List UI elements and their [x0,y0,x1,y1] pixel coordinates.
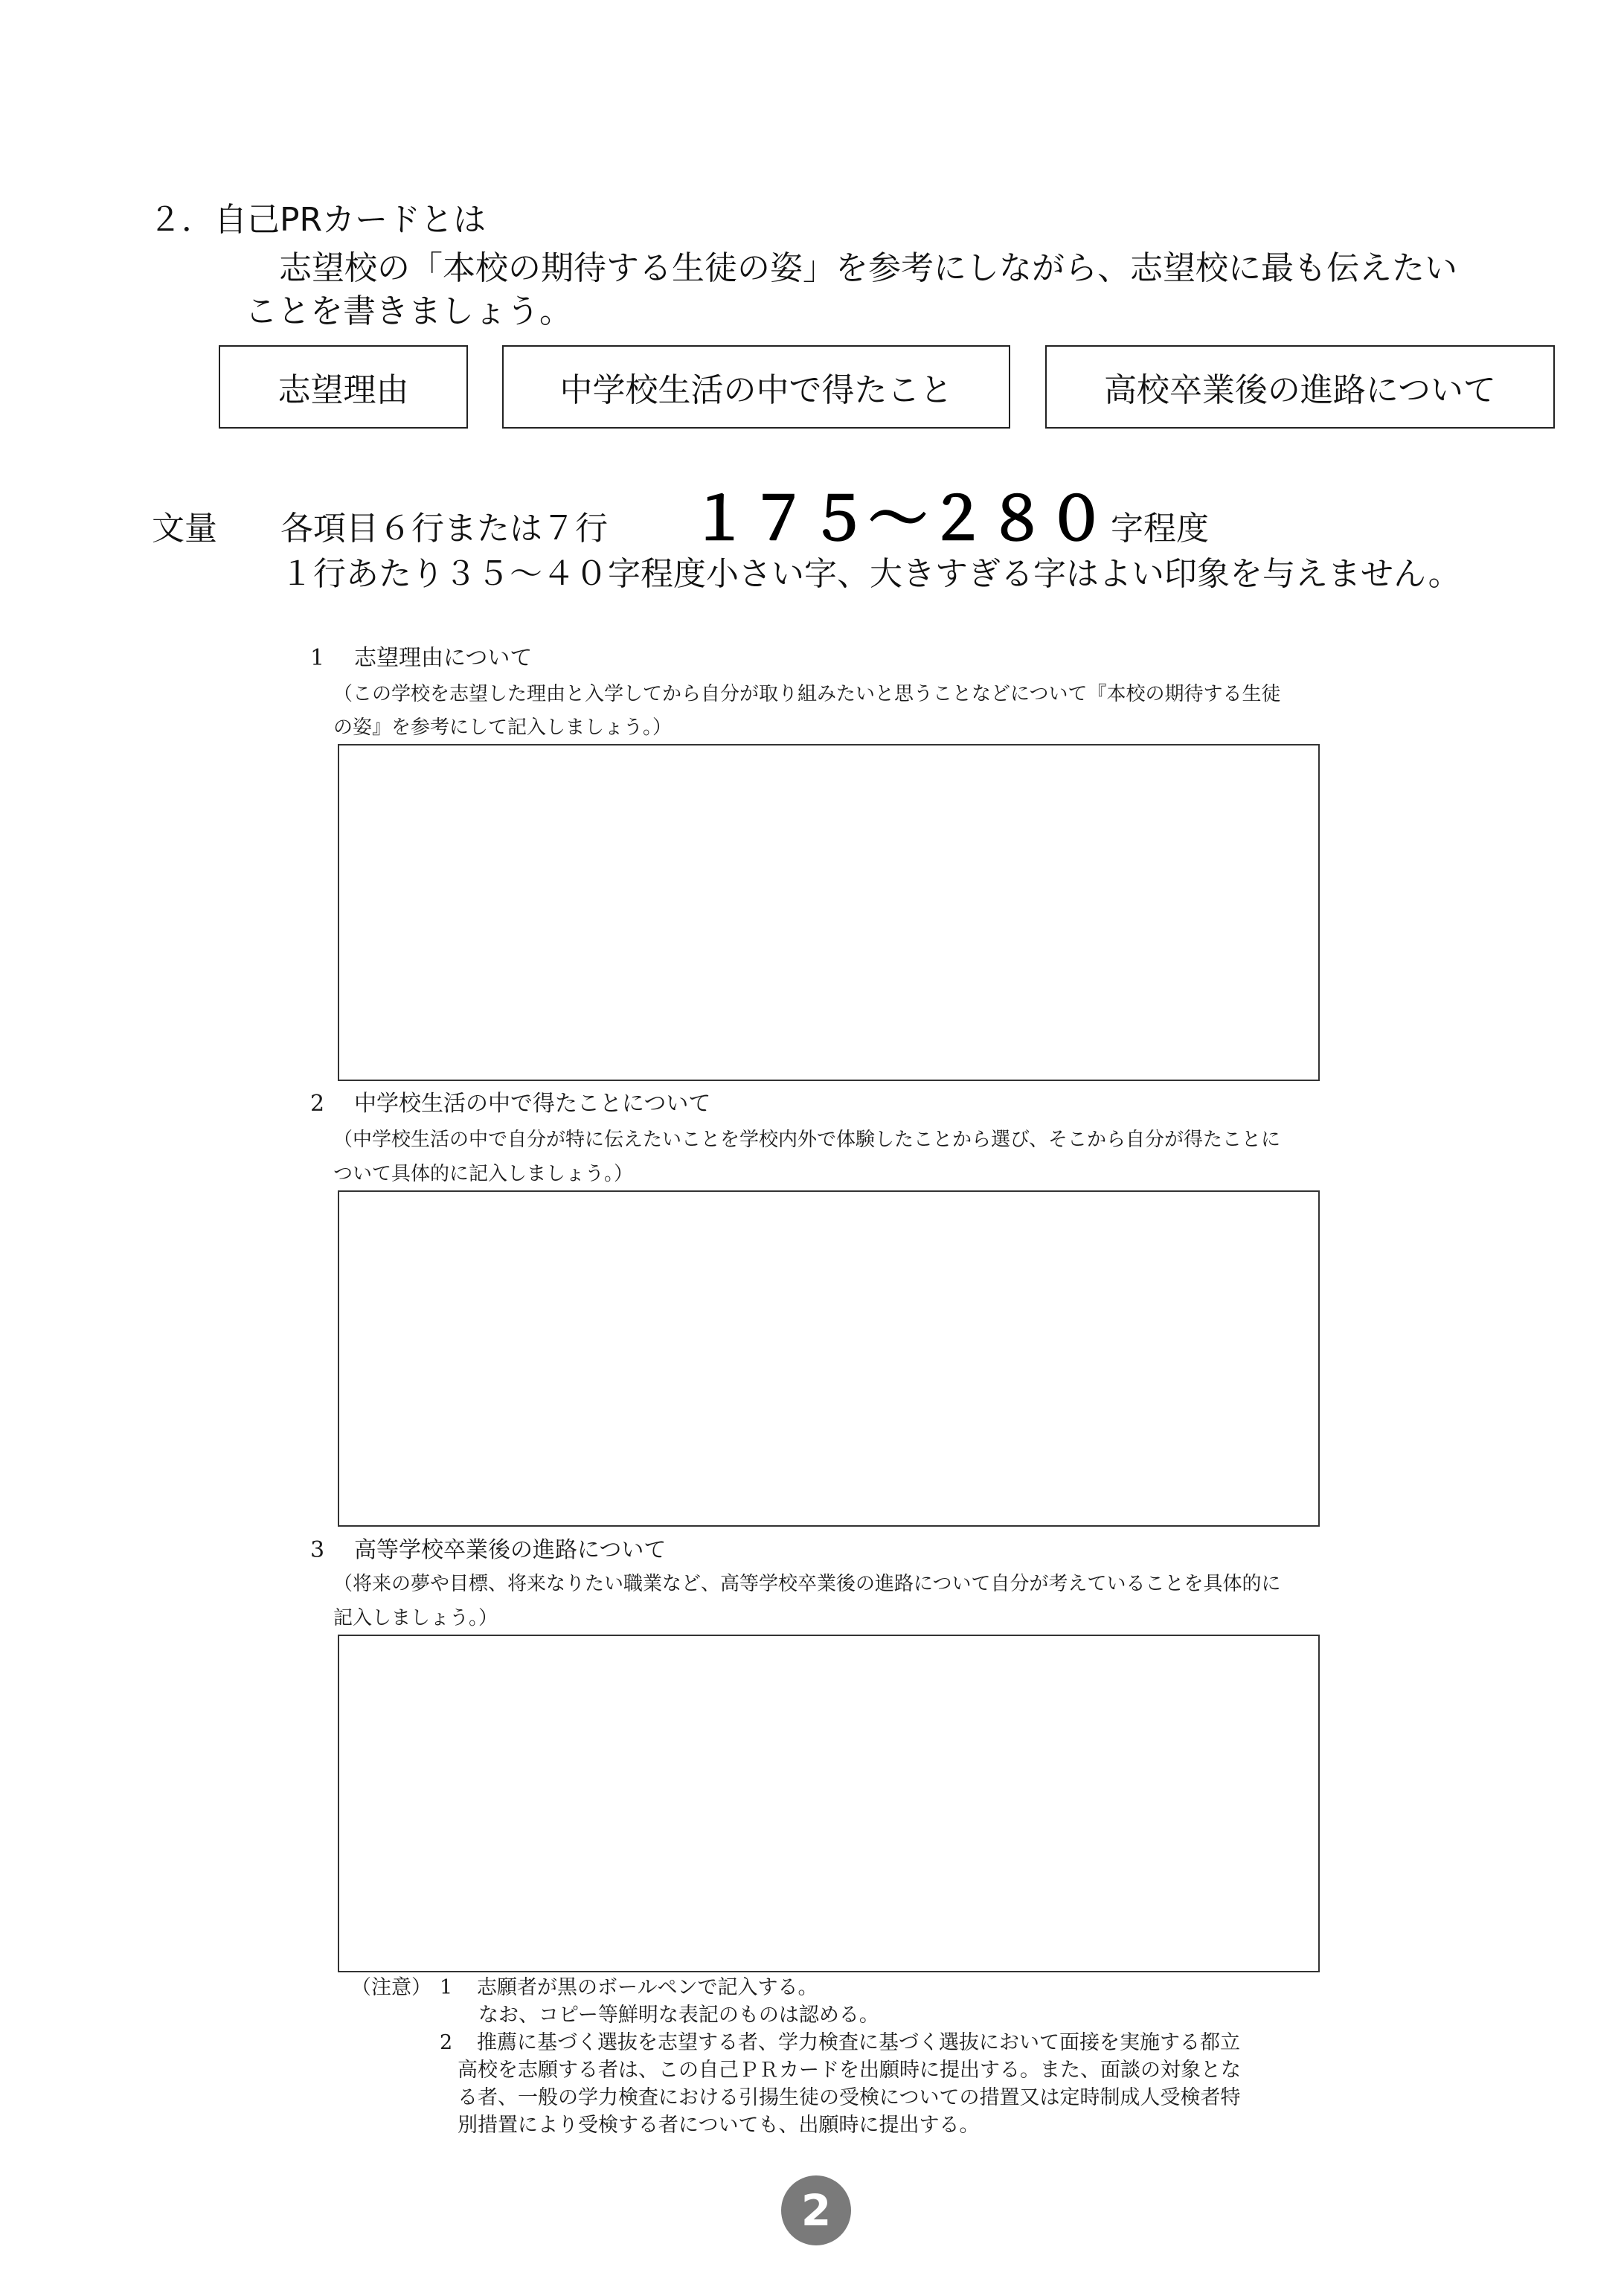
item-instruction: （この学校を志望した理由と入学してから自分が取り組みたいと思うことなどについて『本校の期待する生徒 [333,683,1281,705]
topic-box-middle-school: 中学校生活の中で得たこと [502,345,1010,429]
note-line: 高校を志願する者は、この自己ＰＲカードを出願時に提出する。また、面談の対象とな [458,2059,1241,2082]
item-number: 1 [310,645,325,671]
intro-line-1: 志望校の「本校の期待する生徒の姿」を参考にしながら、志望校に最も伝えたい [279,249,1457,287]
notes-label: （注意） [351,1976,431,1999]
item-number: 2 [310,1091,325,1117]
item-title-reason: 志望理由について [354,645,533,671]
item-instruction: （中学校生活の中で自分が特に伝えたいことを学校内外で体験したことから選び、そこから自分が得たことに [333,1129,1280,1151]
note-number: 1 [440,1976,453,1999]
note-line: る者、一般の学力検査における引揚生徒の受検についての措置又は定時制成人受検者特 [458,2086,1241,2109]
topic-box-after-graduation: 高校卒業後の進路について [1045,345,1555,429]
item-number: 3 [310,1537,325,1563]
volume-row [152,484,1209,565]
note-line: なお、コピー等鮮明な表記のものは認める。 [478,2004,879,2027]
item-instruction: 記入しましょう。） [333,1607,498,1629]
volume-label: 文量 [152,510,217,548]
intro-line-2: ことを書きましょう。 [245,292,572,330]
note-line: 推薦に基づく選抜を志望する者、学力検査に基づく選抜において面接を実施する都立 [477,2031,1240,2054]
page-number-badge: 2 [781,2175,851,2245]
volume-char-range: １７５〜２８０ [690,484,1106,554]
answer-box-after-graduation [338,1635,1320,1972]
item-instruction: （将来の夢や目標、将来なりたい職業など、高等学校卒業後の進路について自分が考えていることを具体的に [333,1573,1281,1595]
item-title-after-graduation: 高等学校卒業後の進路について [354,1537,667,1563]
answer-box-middle-school [338,1190,1320,1527]
note-line: 志願者が黒のボールペンで記入する。 [477,1976,818,1999]
note-line: 別措置により受検する者についても、出願時に提出する。 [458,2114,980,2137]
item-instruction: の姿』を参考にして記入しましょう。） [333,716,673,739]
volume-char-suffix: 字程度 [1111,510,1209,548]
volume-note: １行あたり３５〜４０字程度小さい字、大きすぎる字はよい印象を与えません。 [280,555,1461,593]
answer-box-reason [338,744,1320,1081]
topic-box-reason: 志望理由 [219,345,468,429]
item-instruction: ついて具体的に記入しましょう。） [333,1163,634,1185]
note-number: 2 [440,2031,453,2054]
item-title-middle-school: 中学校生活の中で得たことについて [354,1091,711,1117]
section-heading: ２．自己PRカードとは [149,201,487,239]
volume-lines-per-item: 各項目６行または７行 [280,510,608,548]
